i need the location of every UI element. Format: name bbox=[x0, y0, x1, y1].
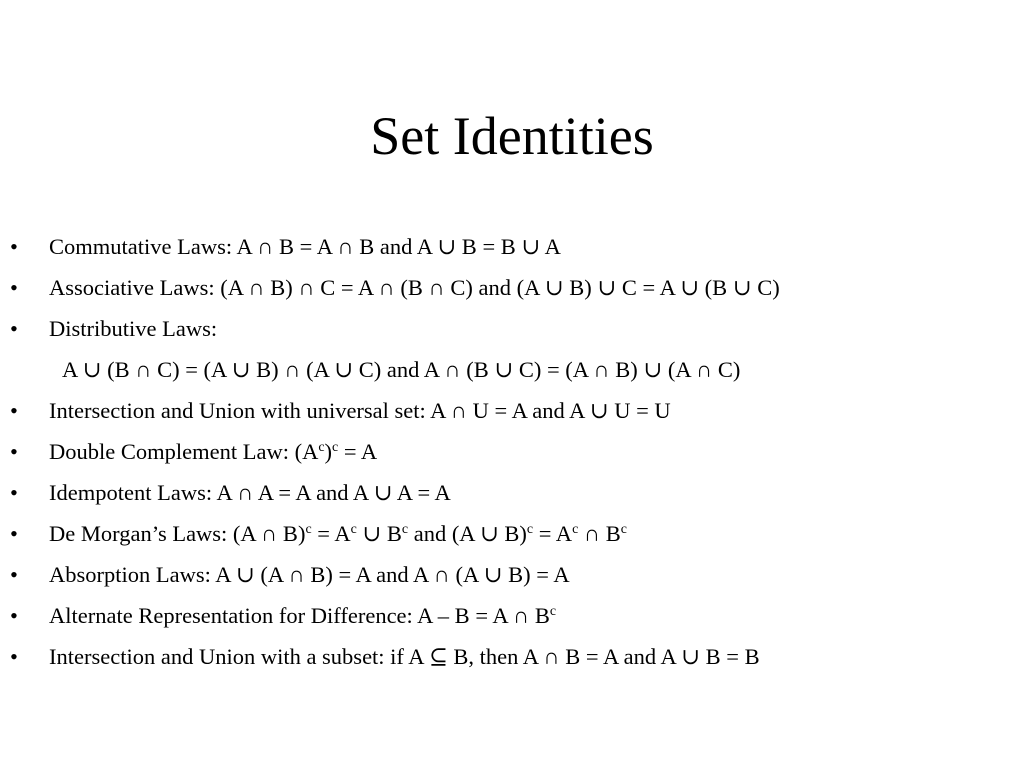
bullet-icon: • bbox=[10, 644, 18, 669]
bullet-icon: • bbox=[10, 234, 18, 259]
list-item bbox=[0, 390, 1000, 431]
item-text-universal-set: Intersection and Union with universal set: A ∩ U = A and A ∪ U = U bbox=[49, 398, 671, 423]
bullet-icon: • bbox=[10, 562, 18, 587]
item-text-double-complement: Double Complement Law: $(A^c)^c = A$ bbox=[49, 439, 378, 464]
bullet-icon: • bbox=[10, 316, 18, 341]
item-text-distributive: A ∪ (B ∩ C) = (A ∪ B) ∩ (A ∪ C) and A ∩ (B ∪ C) = (A ∩ B) ∪ (A ∩ C) bbox=[62, 357, 741, 382]
list-item bbox=[0, 308, 1000, 349]
identity-list bbox=[0, 226, 1000, 677]
bullet-icon: • bbox=[10, 439, 18, 464]
list-item bbox=[0, 472, 1000, 513]
bullet-icon: • bbox=[10, 480, 18, 505]
item-text-idempotent: Idempotent Laws: A ∩ A = A and A ∪ A = A bbox=[49, 480, 451, 505]
item-text-distributive-heading: Distributive Laws: bbox=[49, 316, 218, 341]
item-text-absorption: Absorption Laws: A ∪ (A ∩ B) = A and A ∩ (A ∪ B) = A bbox=[49, 562, 570, 587]
list-item bbox=[0, 513, 1000, 554]
item-text-associative: Associative Laws: (A ∩ B) ∩ C = A ∩ (B ∩ C) and (A ∪ B) ∪ C = A ∪ (B ∪ C) bbox=[49, 275, 780, 300]
item-text-subset: Intersection and Union with a subset: if A ⊆ B, then A ∩ B = A and A ∪ B = B bbox=[49, 644, 760, 669]
item-text-difference: Alternate Representation for Difference: A – B = A ∩ $B^c$ bbox=[49, 603, 557, 628]
slide-title: Set Identities bbox=[370, 106, 654, 166]
list-item bbox=[0, 431, 1000, 472]
list-item bbox=[0, 595, 1000, 636]
list-item bbox=[0, 267, 1000, 308]
item-text-de-morgan: De Morgan’s Laws: (A ∩ $B)^c = A^c$ ∪ $B^c$ and (A ∪ $B)^c = A^c$ ∩ $B^c$ bbox=[49, 521, 627, 546]
list-item bbox=[0, 636, 1000, 677]
bullet-icon: • bbox=[10, 275, 18, 300]
bullet-icon: • bbox=[10, 521, 18, 546]
item-text-commutative: Commutative Laws: A ∩ B = A ∩ B and A ∪ B = B ∪ A bbox=[49, 234, 561, 259]
bullet-icon: • bbox=[10, 603, 18, 628]
list-item-continuation bbox=[0, 349, 1000, 390]
list-item bbox=[0, 554, 1000, 595]
list-item bbox=[0, 226, 1000, 267]
bullet-icon: • bbox=[10, 398, 18, 423]
